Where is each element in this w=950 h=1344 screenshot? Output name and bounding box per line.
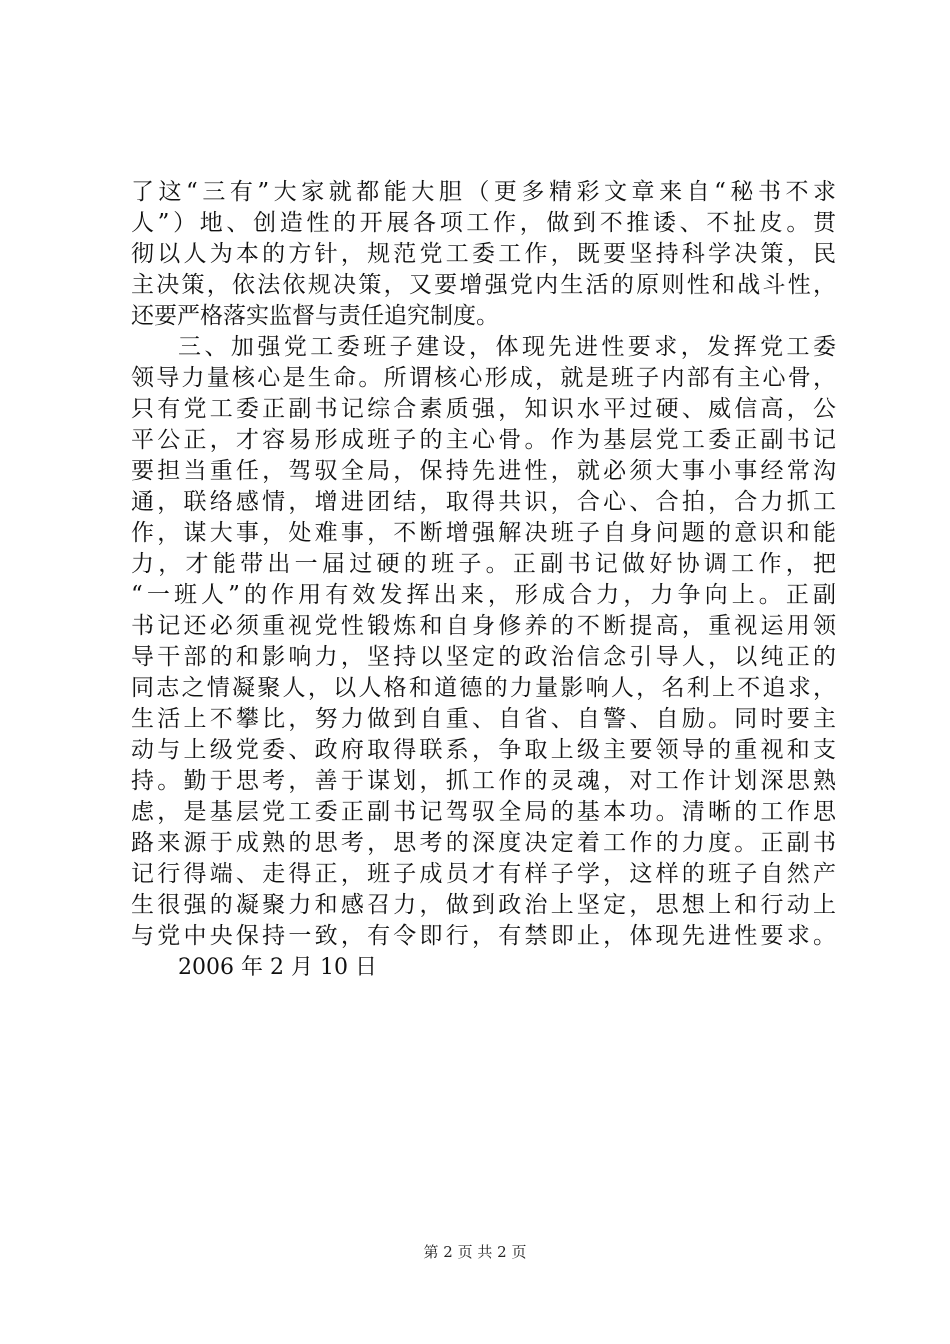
text-line: 持。勤于思考，善于谋划，抓工作的灵魂，对工作计划深思熟 — [131, 768, 836, 794]
text-line: 动与上级党委、政府取得联系，争取上级主要领导的重视和支 — [131, 737, 836, 763]
text-line: 路来源于成熟的思考，思考的深度决定着工作的力度。正副书 — [131, 830, 836, 856]
text-line: 记行得端、走得正，班子成员才有样子学，这样的班子自然产 — [131, 861, 836, 887]
text-line: 与党中央保持一致，有令即行，有禁即止，体现先进性要求。 — [131, 923, 836, 949]
text-line: 作，谋大事，处难事，不断增强解决班子自身问题的意识和能 — [131, 520, 836, 546]
text-line: 要担当重任，驾驭全局，保持先进性，就必须大事小事经常沟 — [131, 458, 836, 484]
document-date: 2006 年 2 月 10 日 — [178, 955, 377, 980]
text-line: 平公正，才容易形成班子的主心骨。作为基层党工委正副书记 — [131, 427, 836, 453]
text-line: 主决策，依法依规决策，又要增强党内生活的原则性和战斗性， — [131, 272, 836, 298]
text-line: 生很强的凝聚力和感召力，做到政治上坚定，思想上和行动上 — [131, 892, 836, 918]
text-line: 同志之情凝聚人，以人格和道德的力量影响人，名利上不追求， — [131, 675, 836, 701]
text-line: 通，联络感情，增进团结，取得共识，合心、合拍，合力抓工 — [131, 489, 836, 515]
text-line: 领导力量核心是生命。所谓核心形成，就是班子内部有主心骨， — [131, 365, 836, 391]
text-line: 生活上不攀比，努力做到自重、自省、自警、自励。同时要主 — [131, 706, 836, 732]
text-line: 力，才能带出一届过硬的班子。正副书记做好协调工作，把 — [131, 551, 836, 577]
text-line: 书记还必须重视党性锻炼和自身修养的不断提高，重视运用领 — [131, 613, 836, 639]
text-line: 彻以人为本的方针，规范党工委工作，既要坚持科学决策，民 — [131, 241, 836, 267]
document-body — [131, 177, 836, 983]
text-line: 还要严格落实监督与责任追究制度。 — [131, 303, 499, 329]
text-line: 只有党工委正副书记综合素质强，知识水平过硬、威信高，公 — [131, 396, 836, 422]
text-line: 人”）地、创造性的开展各项工作，做到不推诿、不扯皮。贯 — [131, 210, 836, 236]
text-line: “一班人”的作用有效发挥出来，形成合力，力争向上。正副 — [131, 582, 836, 608]
text-line: 了这“三有”大家就都能大胆（更多精彩文章来自“秘书不求 — [131, 179, 836, 205]
text-line: 导干部的和影响力，坚持以坚定的政治信念引导人，以纯正的 — [131, 644, 836, 670]
page-number-footer: 第 2 页 共 2 页 — [423, 1243, 527, 1261]
text-line: 虑，是基层党工委正副书记驾驭全局的基本功。清晰的工作思 — [131, 799, 836, 825]
section-heading-line: 三、加强党工委班子建设，体现先进性要求，发挥党工委 — [178, 334, 836, 360]
